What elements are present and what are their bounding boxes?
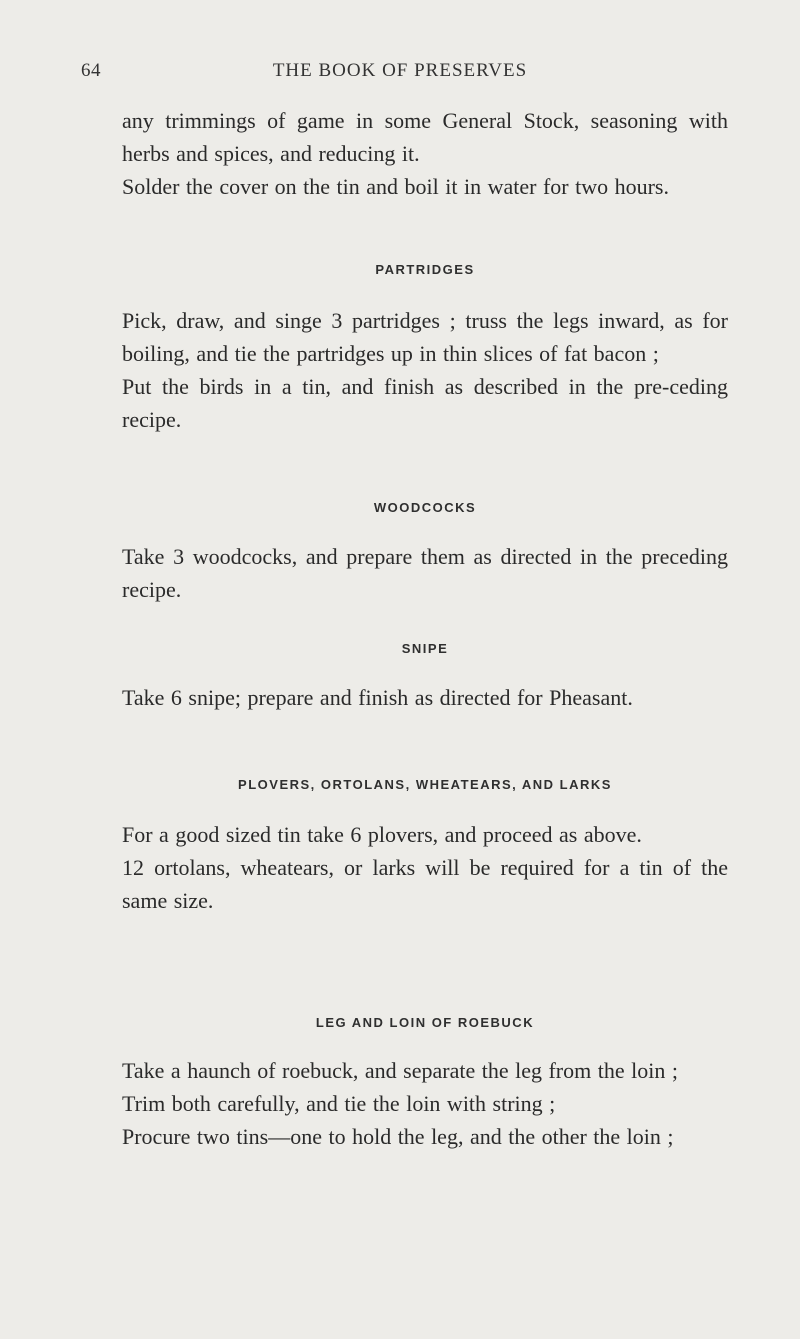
section-partridges (122, 262, 728, 277)
section-heading: WOODCOCKS (373, 500, 477, 515)
paragraph: Procure two tins—one to hold the leg, and the other the loin ; (122, 1124, 674, 1149)
section-woodcocks (122, 500, 728, 515)
paragraph: Put the birds in a tin, and finish as described in the pre-ceding recipe. (122, 374, 728, 432)
paragraph: Solder the cover on the tin and boil it in water for two hours. (122, 174, 669, 199)
running-title: THE BOOK OF PRESERVES (272, 60, 528, 81)
section-heading: LEG AND LOIN OF ROEBUCK (315, 1015, 535, 1030)
paragraph: Pick, draw, and singe 3 partridges ; truss the legs inward, as for boiling, and tie the partridges up in thin slices of fat bacon ; (122, 308, 728, 366)
paragraph: For a good sized tin take 6 plovers, and proceed as above. (122, 822, 642, 847)
section-heading: PLOVERS, ORTOLANS, WHEATEARS, AND LARKS (238, 777, 612, 792)
section-roebuck-body (122, 1054, 728, 1153)
section-plovers-body (122, 818, 728, 917)
section-heading: SNIPE (401, 641, 449, 656)
section-snipe (122, 641, 728, 656)
section-roebuck (122, 1015, 728, 1030)
page-number: 64 (81, 60, 101, 81)
paragraph: any trimmings of game in some General Stock, seasoning with herbs and spices, and reducing it. (122, 108, 728, 166)
paragraph: Take a haunch of roebuck, and separate the leg from the loin ; (122, 1058, 678, 1083)
paragraph: Take 3 woodcocks, and prepare them as directed in the preceding recipe. (122, 544, 728, 602)
section-partridges-body (122, 304, 728, 436)
paragraph: Take 6 snipe; prepare and finish as directed for Pheasant. (122, 685, 633, 710)
section-heading: PARTRIDGES (375, 262, 475, 277)
section-snipe-body (122, 681, 728, 714)
paragraph: Trim both carefully, and tie the loin with string ; (122, 1091, 556, 1116)
section-woodcocks-body (122, 540, 728, 606)
paragraph: 12 ortolans, wheatears, or larks will be required for a tin of the same size. (122, 855, 728, 913)
section-continuation (122, 104, 728, 203)
page-header (0, 60, 800, 90)
section-plovers (122, 777, 728, 792)
